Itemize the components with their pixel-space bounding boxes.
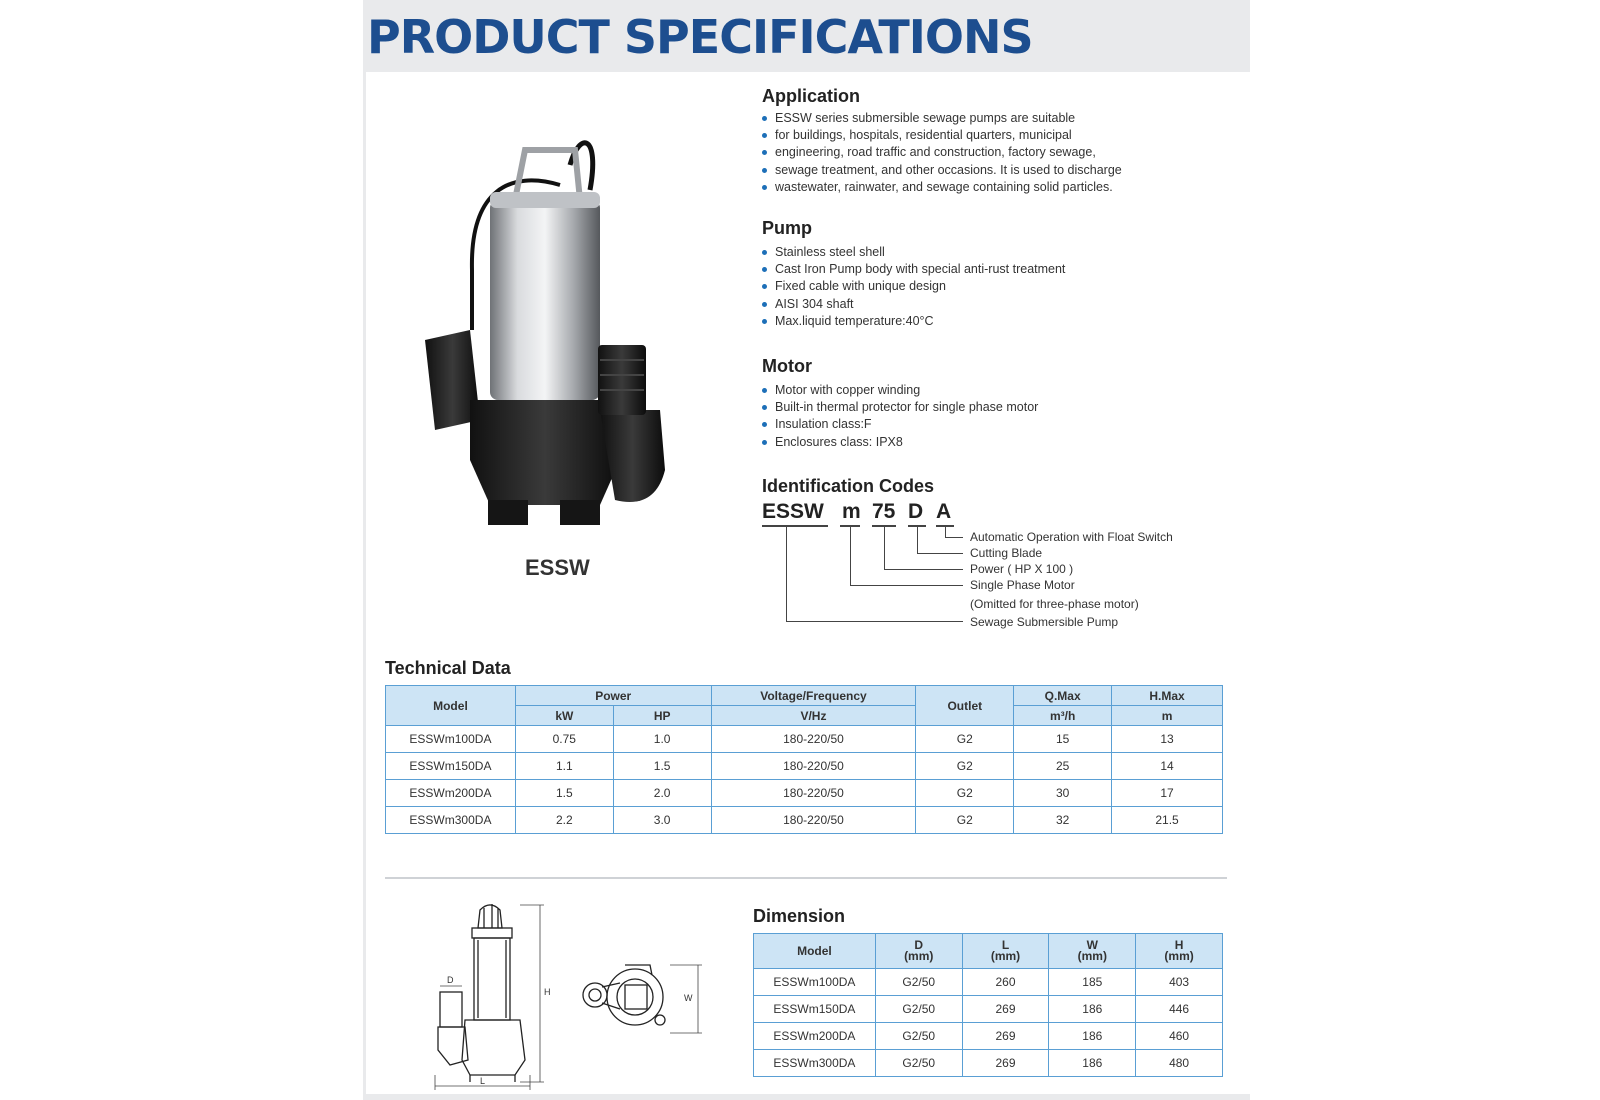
list-item: Insulation class:F: [762, 416, 1182, 433]
list-item: Motor with copper winding: [762, 382, 1182, 399]
code-part-essw: ESSW: [762, 500, 824, 523]
cell-l: 269: [962, 996, 1049, 1023]
leader-line: [884, 526, 885, 570]
cell-hp: 1.5: [613, 753, 711, 780]
cell-h: 403: [1136, 969, 1223, 996]
section-divider: [385, 877, 1227, 879]
page-bottom-edge: [363, 1094, 1250, 1100]
cell-d: G2/50: [875, 969, 962, 996]
cell-qmax: 25: [1014, 753, 1112, 780]
application-line: for buildings, hospitals, residential quarters, municipal: [762, 127, 1182, 144]
cell-l: 269: [962, 1023, 1049, 1050]
code-desc-single-phase: Single Phase Motor: [970, 578, 1075, 592]
header-unit: (mm): [1164, 949, 1194, 963]
code-desc-power: Power ( HP X 100 ): [970, 562, 1074, 576]
table-row: [754, 969, 1223, 996]
table-row: [754, 1023, 1223, 1050]
col-header-qmax: Q.Max: [1014, 686, 1112, 706]
cell-l: 260: [962, 969, 1049, 996]
header-letter: H: [1174, 938, 1184, 952]
page-title: PRODUCT SPECIFICATIONS: [367, 10, 1033, 64]
header-letter: D: [914, 938, 924, 952]
cell-hmax: 13: [1112, 726, 1223, 753]
dimension-table: [753, 933, 1223, 1077]
cell-d: G2/50: [875, 996, 962, 1023]
cell-w: 185: [1049, 969, 1136, 996]
dim-label-l: L: [480, 1076, 486, 1086]
technical-title: Technical Data: [385, 658, 511, 678]
cell-hp: 2.0: [613, 780, 711, 807]
col-header-h: [1136, 934, 1223, 969]
list-item: Fixed cable with unique design: [762, 278, 1182, 295]
col-header-model: Model: [754, 934, 876, 969]
header-letter: W: [1086, 938, 1098, 952]
list-item: Enclosures class: IPX8: [762, 434, 1182, 451]
cell-qmax: 15: [1014, 726, 1112, 753]
list-item: AISI 304 shaft: [762, 296, 1182, 313]
cell-w: 186: [1049, 1050, 1136, 1077]
cell-hmax: 14: [1112, 753, 1223, 780]
cell-l: 269: [962, 1050, 1049, 1077]
cell-model: ESSWm300DA: [754, 1050, 876, 1077]
top-view-drawing: [580, 945, 720, 1045]
table-row: [754, 1050, 1223, 1077]
code-desc-three-phase-note: (Omitted for three-phase motor): [970, 597, 1139, 611]
col-header-vhz: V/Hz: [711, 706, 916, 726]
product-caption: ESSW: [525, 555, 590, 580]
cell-model: ESSWm150DA: [386, 753, 516, 780]
code-part-a: A: [936, 500, 952, 523]
cell-qmax: 30: [1014, 780, 1112, 807]
cell-vhz: 180-220/50: [711, 753, 916, 780]
identification-title: Identification Codes: [762, 476, 935, 496]
cell-outlet: G2: [916, 753, 1014, 780]
table-row: [386, 753, 1223, 780]
leader-line: [945, 537, 963, 538]
motor-list: [762, 382, 1182, 451]
code-underline: [762, 525, 828, 527]
leader-line: [786, 621, 963, 622]
col-header-hmax: H.Max: [1112, 686, 1223, 706]
application-line: wastewater, rainwater, and sewage containing solid particles.: [762, 179, 1182, 196]
cell-h: 446: [1136, 996, 1223, 1023]
pump-title: Pump: [762, 218, 813, 238]
dimension-title: Dimension: [753, 906, 846, 926]
code-part-d: D: [908, 500, 924, 523]
application-line: ESSW series submersible sewage pumps are suitable: [762, 110, 1182, 127]
cell-hp: 1.0: [613, 726, 711, 753]
cell-model: ESSWm150DA: [754, 996, 876, 1023]
col-header-model: Model: [386, 686, 516, 726]
col-header-l: [962, 934, 1049, 969]
cell-kw: 1.1: [515, 753, 613, 780]
code-desc-sewage-pump: Sewage Submersible Pump: [970, 615, 1119, 629]
table-row: [386, 726, 1223, 753]
col-header-voltage: Voltage/Frequency: [711, 686, 916, 706]
table-row: [754, 996, 1223, 1023]
cell-d: G2/50: [875, 1050, 962, 1077]
cell-w: 186: [1049, 996, 1136, 1023]
cell-hp: 3.0: [613, 807, 711, 834]
front-view-drawing: [420, 900, 570, 1090]
cell-model: ESSWm200DA: [386, 780, 516, 807]
cell-kw: 2.2: [515, 807, 613, 834]
header-unit: (mm): [990, 949, 1021, 963]
list-item: Built-in thermal protector for single phase motor: [762, 399, 1182, 416]
motor-title: Motor: [762, 356, 812, 376]
col-header-hp: HP: [613, 706, 711, 726]
cell-vhz: 180-220/50: [711, 726, 916, 753]
cell-kw: 1.5: [515, 780, 613, 807]
cell-model: ESSWm200DA: [754, 1023, 876, 1050]
cell-hmax: 17: [1112, 780, 1223, 807]
cell-vhz: 180-220/50: [711, 807, 916, 834]
technical-table: [385, 685, 1223, 834]
cell-outlet: G2: [916, 726, 1014, 753]
cell-d: G2/50: [875, 1023, 962, 1050]
col-header-q-unit: m³/h: [1014, 706, 1112, 726]
cell-kw: 0.75: [515, 726, 613, 753]
code-part-power: 75: [872, 500, 896, 523]
cell-outlet: G2: [916, 780, 1014, 807]
list-item: Stainless steel shell: [762, 244, 1182, 261]
cell-qmax: 32: [1014, 807, 1112, 834]
col-header-d: [875, 934, 962, 969]
application-line: engineering, road traffic and construction, factory sewage,: [762, 144, 1182, 161]
dim-label-w: W: [684, 993, 693, 1003]
leader-line: [786, 526, 787, 622]
application-line: sewage treatment, and other occasions. It is used to discharge: [762, 162, 1182, 179]
header-letter: L: [1001, 938, 1010, 952]
cell-hmax: 21.5: [1112, 807, 1223, 834]
code-desc-float-switch: Automatic Operation with Float Switch: [970, 530, 1173, 544]
code-part-m: m: [842, 500, 861, 523]
code-desc-cutting-blade: Cutting Blade: [970, 546, 1043, 560]
leader-line: [850, 526, 851, 586]
cell-vhz: 180-220/50: [711, 780, 916, 807]
header-unit: (mm): [904, 949, 934, 963]
cell-model: ESSWm100DA: [754, 969, 876, 996]
dim-label-d: D: [447, 975, 454, 985]
cell-model: ESSWm300DA: [386, 807, 516, 834]
application-text: [762, 110, 1182, 196]
pump-product-image: [400, 130, 690, 530]
col-header-kw: kW: [515, 706, 613, 726]
cell-outlet: G2: [916, 807, 1014, 834]
leader-line: [884, 569, 963, 570]
cell-h: 460: [1136, 1023, 1223, 1050]
col-header-power: Power: [515, 686, 711, 706]
header-unit: (mm): [1077, 949, 1107, 963]
col-header-h-unit: m: [1112, 706, 1223, 726]
col-header-w: [1049, 934, 1136, 969]
list-item: Cast Iron Pump body with special anti-rust treatment: [762, 261, 1182, 278]
pump-list: [762, 244, 1182, 330]
leader-line: [917, 526, 918, 554]
cell-model: ESSWm100DA: [386, 726, 516, 753]
list-item: Max.liquid temperature:40°C: [762, 313, 1182, 330]
cell-h: 480: [1136, 1050, 1223, 1077]
page-edge: [363, 0, 366, 1100]
table-row: [386, 807, 1223, 834]
col-header-outlet: Outlet: [916, 686, 1014, 726]
table-row: [386, 780, 1223, 807]
dim-label-h: H: [544, 987, 551, 997]
leader-line: [850, 585, 963, 586]
application-title: Application: [762, 86, 860, 106]
cell-w: 186: [1049, 1023, 1136, 1050]
leader-line: [917, 553, 963, 554]
